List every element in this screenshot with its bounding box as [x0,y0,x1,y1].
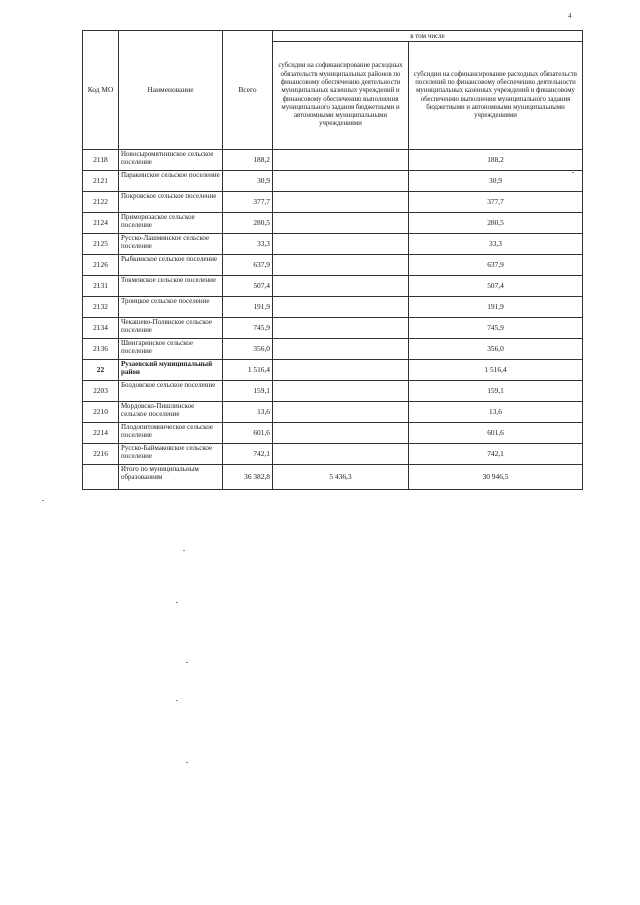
code-cell: 2210 [83,402,119,423]
code-cell: 2134 [83,318,119,339]
districts-cell [273,213,409,234]
name-cell: Токмовское сельское поселение [119,276,223,297]
districts-cell [273,276,409,297]
scan-speck [42,500,44,501]
table-row [83,423,583,444]
code-cell: 2125 [83,234,119,255]
code-cell: 2118 [83,150,119,171]
total-cell: 159,1 [223,381,273,402]
table-row [83,444,583,465]
header-name: Наименование [119,31,223,150]
name-cell: Приморизаское сельское поселение [119,213,223,234]
name-cell: Плодопитомническое сельское поселение [119,423,223,444]
total-cell: 356,0 [223,339,273,360]
name-cell: Мордовско-Пишлинское сельское поселение [119,402,223,423]
total-cell: 1 516,4 [223,360,273,381]
districts-cell [273,171,409,192]
districts-cell [273,318,409,339]
code-cell: 22 [83,360,119,381]
header-districts-subsidy: субсидии на софинансирование расходных обязательств муниципальных районов по финансовому обеспечению деятельности муниципальных казенных учреждений и финансовому обеспечению выполнения муниципального задания бюджетными и автономными муниципальными учреждениями [273,42,409,150]
settlements-cell: 745,9 [409,318,583,339]
settlements-cell: 1 516,4 [409,360,583,381]
settlements-cell: 356,0 [409,339,583,360]
districts-cell [273,402,409,423]
total-cell: 745,9 [223,318,273,339]
settlements-cell: 601,6 [409,423,583,444]
code-cell: 2122 [83,192,119,213]
settlements-cell: 159,1 [409,381,583,402]
districts-cell [273,339,409,360]
code-cell: 2203 [83,381,119,402]
settlements-cell: 637,9 [409,255,583,276]
table-row [83,402,583,423]
name-cell: Русско-Баймаковское сельское поселение [119,444,223,465]
total-cell: 507,4 [223,276,273,297]
table-row [83,255,583,276]
header-total: Всего [223,31,273,150]
code-cell: 2136 [83,339,119,360]
name-cell: Чекашево-Полянское сельское поселение [119,318,223,339]
total-cell: 280,5 [223,213,273,234]
settlements-cell: 742,1 [409,444,583,465]
settlements-cell: 377,7 [409,192,583,213]
table-row [83,276,583,297]
name-cell: Новосыромятнинское сельское поселение [119,150,223,171]
total-cell: 191,9 [223,297,273,318]
total-total-cell: 36 382,8 [223,465,273,490]
scan-speck [176,602,178,603]
districts-cell [273,444,409,465]
code-cell: 2126 [83,255,119,276]
name-cell: Болдовское сельское поселение [119,381,223,402]
settlements-cell: 30,9 [409,171,583,192]
settlements-cell: 188,2 [409,150,583,171]
districts-cell [273,234,409,255]
code-cell: 2124 [83,213,119,234]
name-cell: Паракинское сельское поселение [119,171,223,192]
total-cell: 30,9 [223,171,273,192]
header-including: в том числе [273,31,583,42]
scan-speck [186,762,188,763]
total-cell: 33,3 [223,234,273,255]
name-cell: Рузаевский муниципальный район [119,360,223,381]
code-cell: 2132 [83,297,119,318]
total-cell: 377,7 [223,192,273,213]
table-row [83,171,583,192]
districts-cell [273,192,409,213]
districts-cell [273,297,409,318]
header-code: Код МО [83,31,119,150]
total-districts-cell: 5 436,3 [273,465,409,490]
subsidy-table [82,30,583,490]
settlements-cell: 280,5 [409,213,583,234]
table-row [83,297,583,318]
total-row [83,465,583,490]
code-cell: 2214 [83,423,119,444]
settlements-cell: 507,4 [409,276,583,297]
settlements-cell: 13,6 [409,402,583,423]
total-cell: 601,6 [223,423,273,444]
total-code-cell [83,465,119,490]
districts-cell [273,255,409,276]
name-cell: Шингаринское сельское поселение [119,339,223,360]
total-settlements-cell: 30 946,5 [409,465,583,490]
districts-cell [273,360,409,381]
code-cell: 2131 [83,276,119,297]
total-name-cell: Итого по муниципальным образованиям [119,465,223,490]
code-cell: 2216 [83,444,119,465]
table-row [83,192,583,213]
districts-cell [273,381,409,402]
total-cell: 13,6 [223,402,273,423]
table-row [83,234,583,255]
scan-speck [176,700,178,701]
code-cell: 2121 [83,171,119,192]
total-cell: 637,9 [223,255,273,276]
table-row [83,150,583,171]
settlements-cell: 191,9 [409,297,583,318]
scan-speck [186,662,188,663]
name-cell: Покровское сельское поселение [119,192,223,213]
name-cell: Русско-Лашминское сельское поселение [119,234,223,255]
table-row [83,318,583,339]
table-row [83,381,583,402]
name-cell: Рыбкинское сельское поселение [119,255,223,276]
name-cell: Троицкое сельское поселение [119,297,223,318]
scan-speck [572,172,574,173]
table-body [83,150,583,490]
header-settlements-subsidy: субсидии на софинансирование расходных обязательств поселений по финансовому обеспечению деятельности муниципальных казенных учреждений и финансовому обеспечению выполнения муниципального задания бюджетными и автономными муниципальными учреждениями [409,42,583,150]
page-number: 4 [568,12,572,20]
districts-cell [273,423,409,444]
total-cell: 742,1 [223,444,273,465]
total-cell: 188,2 [223,150,273,171]
table-row [83,213,583,234]
table-row [83,360,583,381]
table-row [83,339,583,360]
scan-speck [183,550,185,551]
districts-cell [273,150,409,171]
settlements-cell: 33,3 [409,234,583,255]
